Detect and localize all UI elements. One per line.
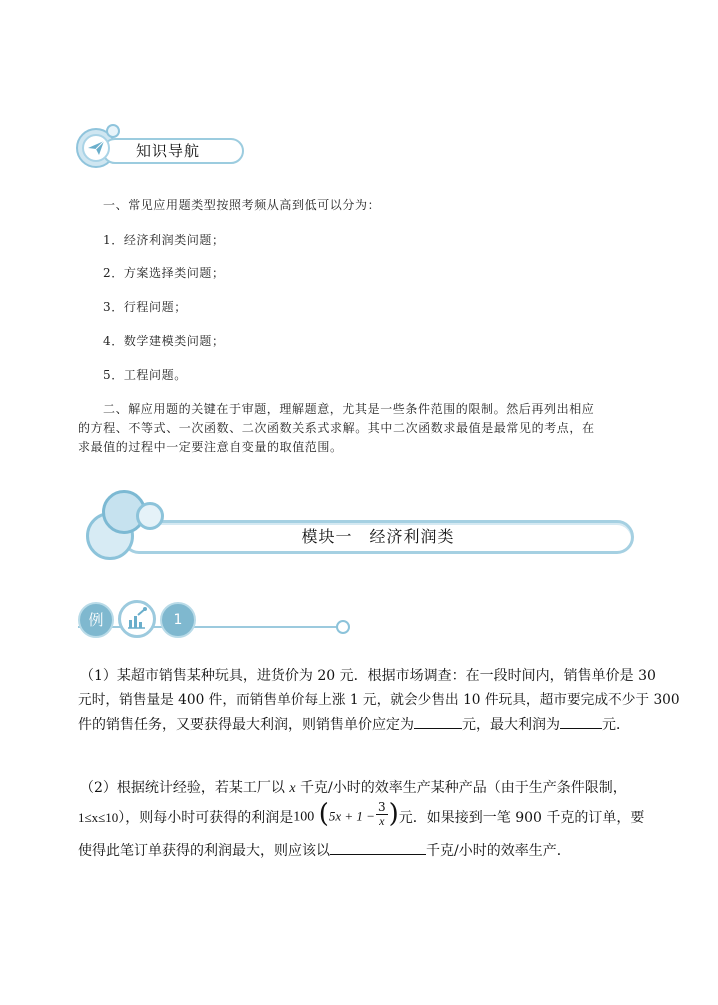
formula-inner: 5x + 1 − <box>328 808 375 824</box>
fraction-numerator: 3 <box>377 800 386 814</box>
line-end-dot <box>336 620 350 634</box>
question-2-formula-line <box>78 798 645 833</box>
question-text: 千克/小时的效率生产某种产品（由于生产条件限制， <box>300 780 627 796</box>
list-item: 4．数学建模类问题； <box>103 334 225 348</box>
question-text: 件的销售任务，又要获得最大利润，则销售单价应定为 <box>78 717 414 733</box>
intro-paragraph-line: 二、解应用题的关键在于审题，理解题意，尤其是一些条件范围的限制。然后再列出相应 <box>103 402 595 416</box>
intro-heading: 一、常见应用题类型按照考频从高到低可以分为： <box>103 198 381 212</box>
question-text: ），则每小时可获得的利润是 <box>118 810 294 826</box>
variable-x: x <box>289 781 296 796</box>
knowledge-nav-header <box>76 128 246 172</box>
question-text: 元． <box>602 717 630 733</box>
list-item: 2．方案选择类问题； <box>103 266 225 280</box>
example-number: 1 <box>160 602 196 638</box>
formula-coefficient: 100 <box>293 809 315 825</box>
question-2-line <box>80 776 627 801</box>
question-text: 元，最大利润为 <box>462 717 560 733</box>
question-text: 使得此笔订单获得的利润最大，则应该以 <box>78 843 330 859</box>
example-badge <box>78 600 358 640</box>
intro-paragraph-line: 求最值的过程中一定要注意自变量的取值范围。 <box>78 440 343 454</box>
question-1-line: 元时，销售量是 400 件，而销售单价每上涨 1 元，就会少售出 10 件玩具，超市要完成不少于 300 <box>78 692 680 708</box>
answer-blank-rate[interactable] <box>330 838 426 855</box>
fraction-denominator: x <box>379 814 385 828</box>
intro-paragraph-line: 的方程、不等式、一次函数、二次函数关系式求解。其中二次函数求最值是最常见的考点，在 <box>78 421 595 435</box>
question-1-line: （1）某超市销售某种玩具，进货价为 20 元．根据市场调查：在一段时间内，销售单价是 30 <box>80 668 656 684</box>
open-paren-icon: ( <box>318 798 329 829</box>
list-item: 1．经济利润类问题； <box>103 233 225 247</box>
formula <box>293 798 399 833</box>
divider-line <box>78 626 340 628</box>
list-item: 3．行程问题； <box>103 300 187 314</box>
decor-circle-small <box>106 124 120 138</box>
answer-blank-price[interactable] <box>414 712 462 729</box>
module-bar <box>122 520 634 554</box>
list-item: 5．工程问题。 <box>103 368 187 382</box>
question-text: 元．如果接到一笔 900 千克的订单，要 <box>398 810 645 826</box>
question-2-line-3 <box>78 838 571 863</box>
paper-plane-icon <box>86 138 106 158</box>
decor-circle <box>136 502 164 530</box>
answer-blank-profit[interactable] <box>560 712 602 729</box>
question-text: 千克/小时的效率生产． <box>426 843 571 859</box>
chart-tools-icon <box>118 600 156 638</box>
close-paren-icon: ) <box>388 798 399 829</box>
section-title: 知识导航 <box>136 142 201 160</box>
range-condition: 1≤x≤10 <box>78 810 119 825</box>
example-label: 例 <box>78 602 114 638</box>
question-text: （2）根据统计经验，若某工厂以 <box>80 780 285 796</box>
module-title: 模块一 经济利润类 <box>301 527 455 546</box>
question-1-line-3 <box>78 712 630 737</box>
module-banner <box>86 490 636 560</box>
fraction <box>376 801 388 828</box>
